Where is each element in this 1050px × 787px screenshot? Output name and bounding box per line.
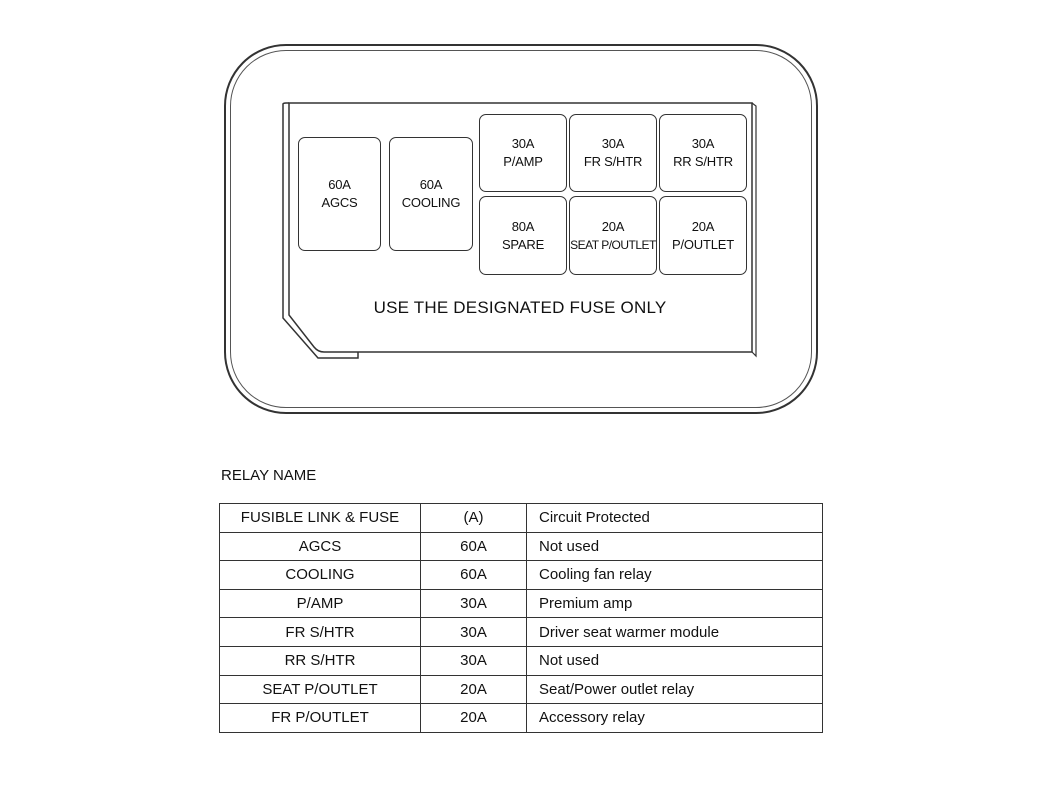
header-amp: (A) <box>421 504 527 533</box>
fuse-label: FR S/HTR <box>583 154 643 169</box>
fuse-cooling <box>389 137 473 251</box>
fuse-rating: 20A <box>691 218 715 234</box>
fuse-label: SEAT P/OUTLET <box>570 237 656 252</box>
row-amp: 20A <box>421 675 527 704</box>
row-fuse-name: P/AMP <box>220 589 421 618</box>
table-row <box>220 589 823 618</box>
fuse-spare <box>479 196 567 275</box>
fuse-rr-s-htr <box>659 114 747 192</box>
row-fuse-name: SEAT P/OUTLET <box>220 675 421 704</box>
row-amp: 30A <box>421 618 527 647</box>
row-circuit: Accessory relay <box>527 704 823 733</box>
fuse-p-amp <box>479 114 567 192</box>
row-fuse-name: FR S/HTR <box>220 618 421 647</box>
fuse-rating: 20A <box>601 218 625 234</box>
table-row <box>220 561 823 590</box>
fuse-label: P/OUTLET <box>672 236 734 252</box>
fuse-label: AGCS <box>321 195 358 210</box>
fuse-fr-s-htr <box>569 114 657 192</box>
table-row <box>220 675 823 704</box>
row-circuit: Driver seat warmer module <box>527 618 823 647</box>
fuse-p-outlet <box>659 196 747 275</box>
fuse-seat-p-outlet <box>569 196 657 275</box>
fuse-rating: 60A <box>328 177 351 192</box>
fuse-table <box>219 503 823 733</box>
row-fuse-name: FR P/OUTLET <box>220 704 421 733</box>
fuse-label: RR S/HTR <box>673 154 733 169</box>
fuse-label: COOLING <box>401 195 461 210</box>
row-circuit: Not used <box>527 646 823 675</box>
row-circuit: Cooling fan relay <box>527 561 823 590</box>
table-row <box>220 618 823 647</box>
table-header-row <box>220 504 823 533</box>
row-circuit: Premium amp <box>527 589 823 618</box>
row-circuit: Not used <box>527 532 823 561</box>
fuse-rating: 30A <box>511 136 535 151</box>
fuse-rating: 60A <box>419 177 443 192</box>
row-amp: 60A <box>421 532 527 561</box>
row-amp: 60A <box>421 561 527 590</box>
header-fusible-link: FUSIBLE LINK & FUSE <box>220 504 421 533</box>
fuse-label: P/AMP <box>503 154 543 169</box>
row-fuse-name: RR S/HTR <box>220 646 421 675</box>
relay-name-title: RELAY NAME <box>221 467 317 484</box>
row-amp: 20A <box>421 704 527 733</box>
designated-fuse-notice: USE THE DESIGNATED FUSE ONLY <box>373 298 667 317</box>
row-circuit: Seat/Power outlet relay <box>527 675 823 704</box>
row-fuse-name: AGCS <box>220 532 421 561</box>
fuse-rating: 30A <box>691 136 715 151</box>
row-fuse-name: COOLING <box>220 561 421 590</box>
header-circuit-protected: Circuit Protected <box>527 504 823 533</box>
table-row <box>220 646 823 675</box>
table-row <box>220 532 823 561</box>
fuse-label: SPARE <box>501 236 545 252</box>
table-row <box>220 704 823 733</box>
row-amp: 30A <box>421 646 527 675</box>
fuse-agcs <box>298 137 381 251</box>
row-amp: 30A <box>421 589 527 618</box>
fuse-rating: 80A <box>511 218 535 234</box>
fuse-rating: 30A <box>601 136 625 151</box>
